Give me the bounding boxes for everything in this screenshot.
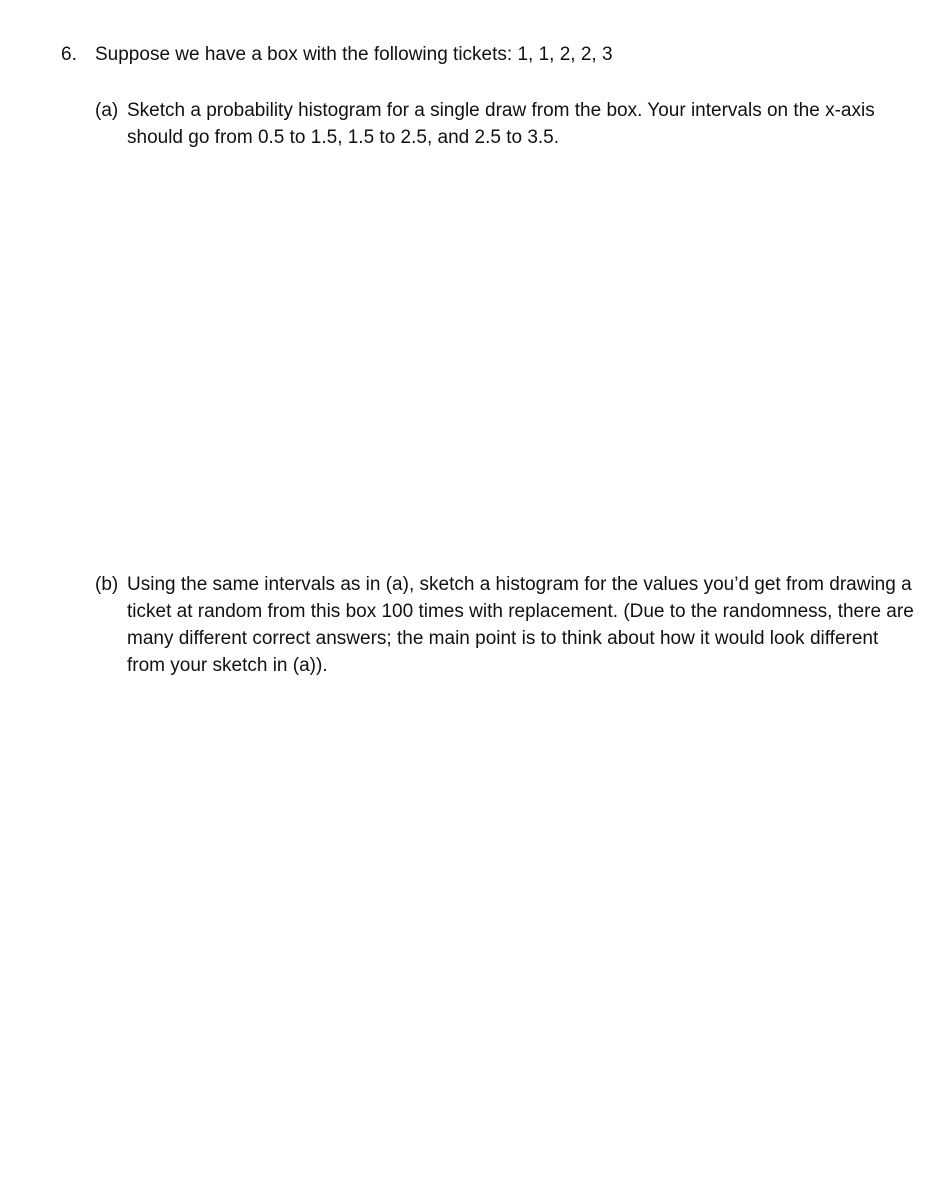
question-number: 6.: [61, 44, 77, 65]
question-text: Suppose we have a box with the following tickets: 1, 1, 2, 2, 3: [95, 44, 613, 65]
part-b-label: (b): [95, 574, 119, 595]
answer-space-a: [95, 160, 915, 555]
part-b-text: Using the same intervals as in (a), sketch a histogram for the values you’d get from drawing a ticket at random from this box 100 times with replacement. (Due to the randomness, there are many different correct answers; the main point is to think about how it would look different from your sketch in (a)).: [127, 574, 914, 676]
part-a-label: (a): [95, 100, 119, 121]
part-a-text: Sketch a probability histogram for a single draw from the box. Your intervals on the x-axis should go from 0.5 to 1.5, 1.5 to 2.5, and 2.5 to 3.5.: [127, 100, 875, 148]
answer-space-b: [95, 690, 915, 1180]
